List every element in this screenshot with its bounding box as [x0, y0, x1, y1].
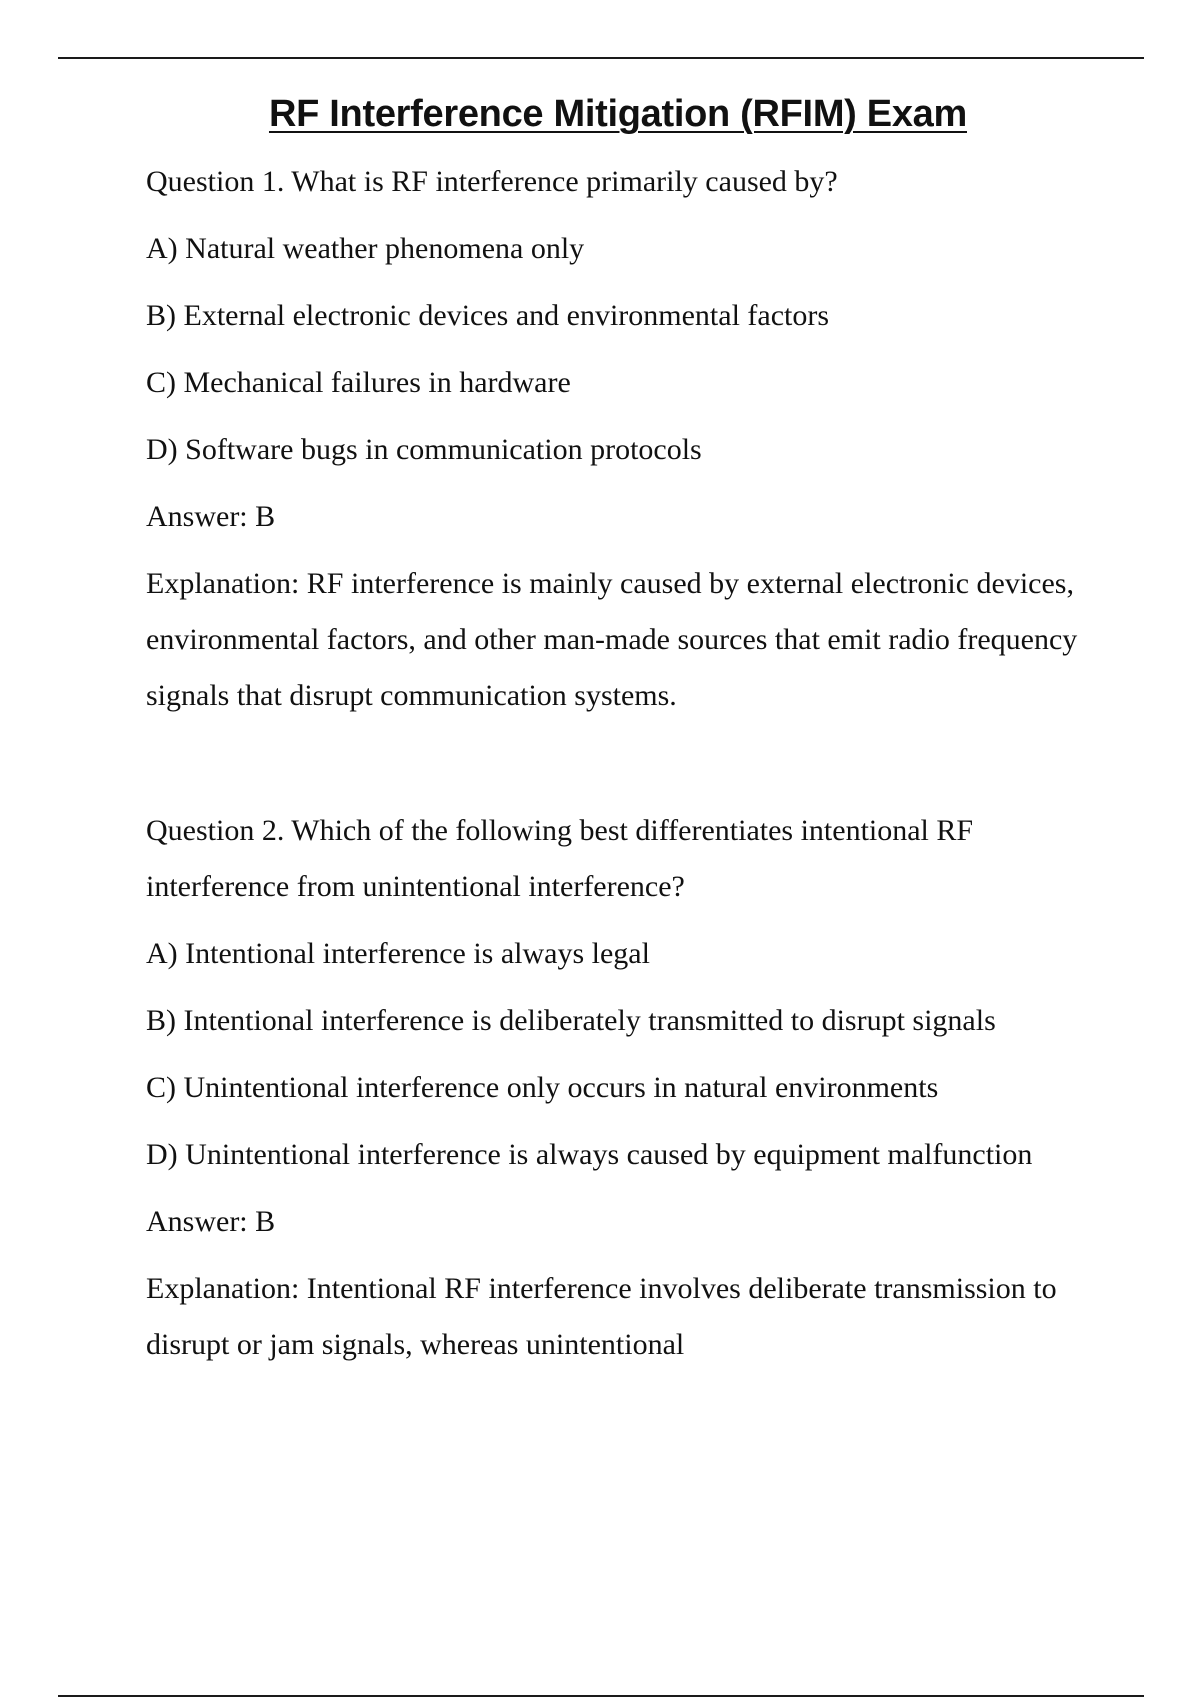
- header-rule: [58, 57, 1144, 59]
- answer-text: Answer: B: [146, 500, 276, 533]
- question-text: Question 2. Which of the following best differentiates intentional RF interference from unintentional interference?: [146, 814, 974, 903]
- footer-rule: [58, 1695, 1144, 1697]
- answer-text: Answer: B: [146, 1205, 276, 1238]
- question-spacer: [146, 724, 1086, 803]
- question-block-2: [146, 803, 1086, 1373]
- option-d: D) Software bugs in communication protocols: [146, 433, 702, 466]
- option-a: A) Natural weather phenomena only: [146, 232, 585, 265]
- exam-content: [146, 154, 1086, 1373]
- option-a: A) Intentional interference is always legal: [146, 937, 650, 970]
- explanation-text: Explanation: RF interference is mainly caused by external electronic devices, environmental factors, and other man-made sources that emit radio frequency signals that disrupt communication systems.: [146, 567, 1078, 712]
- option-b: B) External electronic devices and environmental factors: [146, 299, 830, 332]
- question-block-1: [146, 154, 1086, 724]
- page-title: RF Interference Mitigation (RFIM) Exam: [268, 93, 967, 135]
- option-b: B) Intentional interference is deliberately transmitted to disrupt signals: [146, 1004, 996, 1037]
- question-text: Question 1. What is RF interference primarily caused by?: [146, 165, 838, 198]
- option-c: C) Unintentional interference only occurs in natural environments: [146, 1071, 939, 1104]
- option-c: C) Mechanical failures in hardware: [146, 366, 571, 399]
- explanation-text: Explanation: Intentional RF interference involves deliberate transmission to disrupt or jam signals, whereas unintentional: [146, 1272, 1057, 1361]
- option-d: D) Unintentional interference is always caused by equipment malfunction: [146, 1138, 1033, 1171]
